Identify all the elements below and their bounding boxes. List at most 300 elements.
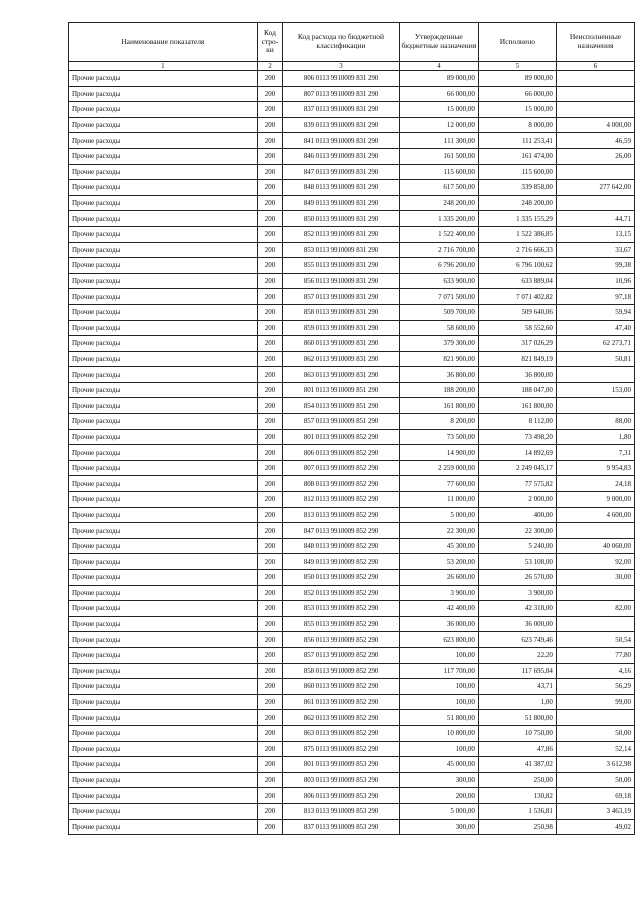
line-code-cell: 200 bbox=[257, 616, 283, 632]
executed-amount-cell: 2 249 045,17 bbox=[478, 460, 556, 476]
indicator-name-cell: Прочие расходы bbox=[69, 710, 258, 726]
approved-amount-cell: 11 000,00 bbox=[399, 492, 478, 508]
executed-amount-cell: 821 849,19 bbox=[478, 351, 556, 367]
unexecuted-amount-cell: 52,14 bbox=[556, 741, 634, 757]
table-row bbox=[69, 180, 635, 196]
line-code-cell: 200 bbox=[257, 445, 283, 461]
line-code-cell: 200 bbox=[257, 694, 283, 710]
line-code-cell: 200 bbox=[257, 242, 283, 258]
approved-amount-cell: 45 000,00 bbox=[399, 757, 478, 773]
executed-amount-cell: 188 047,00 bbox=[478, 382, 556, 398]
indicator-name-cell: Прочие расходы bbox=[69, 647, 258, 663]
expense-code-cell: 806 0113 9910009 852 290 bbox=[283, 445, 399, 461]
expense-code-cell: 857 0113 9910009 851 290 bbox=[283, 414, 399, 430]
unexecuted-amount-cell: 46,59 bbox=[556, 133, 634, 149]
indicator-name-cell: Прочие расходы bbox=[69, 195, 258, 211]
table-row bbox=[69, 117, 635, 133]
indicator-name-cell: Прочие расходы bbox=[69, 367, 258, 383]
table-row bbox=[69, 507, 635, 523]
approved-amount-cell: 14 900,00 bbox=[399, 445, 478, 461]
line-code-cell: 200 bbox=[257, 289, 283, 305]
approved-amount-cell: 66 000,00 bbox=[399, 86, 478, 102]
expense-code-cell: 847 0113 9910009 831 290 bbox=[283, 164, 399, 180]
expense-code-cell: 806 0113 9910009 831 290 bbox=[283, 71, 399, 87]
expense-code-cell: 801 0113 9910009 853 290 bbox=[283, 757, 399, 773]
table-row bbox=[69, 164, 635, 180]
unexecuted-amount-cell: 97,18 bbox=[556, 289, 634, 305]
executed-amount-cell: 2 716 666,33 bbox=[478, 242, 556, 258]
approved-amount-cell: 12 000,00 bbox=[399, 117, 478, 133]
executed-amount-cell: 77 575,82 bbox=[478, 476, 556, 492]
expense-code-cell: 837 0113 9910009 853 290 bbox=[283, 819, 399, 835]
line-code-cell: 200 bbox=[257, 351, 283, 367]
budget-report-page bbox=[68, 22, 635, 835]
approved-amount-cell: 7 071 500,00 bbox=[399, 289, 478, 305]
expense-code-cell: 852 0113 9910009 852 290 bbox=[283, 585, 399, 601]
expense-code-cell: 808 0113 9910009 852 290 bbox=[283, 476, 399, 492]
expense-code-cell: 855 0113 9910009 852 290 bbox=[283, 616, 399, 632]
indicator-name-cell: Прочие расходы bbox=[69, 320, 258, 336]
line-code-cell: 200 bbox=[257, 570, 283, 586]
line-code-cell: 200 bbox=[257, 476, 283, 492]
unexecuted-amount-cell: 50,00 bbox=[556, 725, 634, 741]
expense-code-cell: 854 0113 9910009 851 290 bbox=[283, 398, 399, 414]
expense-code-cell: 801 0113 9910009 852 290 bbox=[283, 429, 399, 445]
unexecuted-amount-cell: 3 463,19 bbox=[556, 803, 634, 819]
table-row bbox=[69, 772, 635, 788]
expense-code-cell: 852 0113 9910009 831 290 bbox=[283, 226, 399, 242]
unexecuted-amount-cell bbox=[556, 164, 634, 180]
indicator-name-cell: Прочие расходы bbox=[69, 351, 258, 367]
approved-amount-cell: 45 300,00 bbox=[399, 538, 478, 554]
expense-code-cell: 803 0113 9910009 853 290 bbox=[283, 772, 399, 788]
unexecuted-amount-cell: 4 000,00 bbox=[556, 117, 634, 133]
unexecuted-amount-cell: 99,00 bbox=[556, 694, 634, 710]
approved-amount-cell: 15 000,00 bbox=[399, 102, 478, 118]
column-number: 5 bbox=[478, 62, 556, 71]
expense-code-cell: 812 0113 9910009 852 290 bbox=[283, 492, 399, 508]
approved-amount-cell: 73 500,00 bbox=[399, 429, 478, 445]
table-row bbox=[69, 538, 635, 554]
unexecuted-amount-cell: 56,29 bbox=[556, 679, 634, 695]
executed-amount-cell: 117 695,84 bbox=[478, 663, 556, 679]
line-code-cell: 200 bbox=[257, 803, 283, 819]
executed-amount-cell: 58 552,60 bbox=[478, 320, 556, 336]
indicator-name-cell: Прочие расходы bbox=[69, 492, 258, 508]
table-row bbox=[69, 663, 635, 679]
executed-amount-cell: 22 300,00 bbox=[478, 523, 556, 539]
expense-code-cell: 853 0113 9910009 852 290 bbox=[283, 601, 399, 617]
approved-amount-cell: 117 700,00 bbox=[399, 663, 478, 679]
executed-amount-cell: 41 387,02 bbox=[478, 757, 556, 773]
line-code-cell: 200 bbox=[257, 725, 283, 741]
approved-amount-cell: 379 300,00 bbox=[399, 336, 478, 352]
line-code-cell: 200 bbox=[257, 601, 283, 617]
approved-amount-cell: 58 600,00 bbox=[399, 320, 478, 336]
unexecuted-amount-cell bbox=[556, 367, 634, 383]
line-code-cell: 200 bbox=[257, 273, 283, 289]
line-code-cell: 200 bbox=[257, 304, 283, 320]
indicator-name-cell: Прочие расходы bbox=[69, 180, 258, 196]
indicator-name-cell: Прочие расходы bbox=[69, 117, 258, 133]
line-code-cell: 200 bbox=[257, 538, 283, 554]
expense-code-cell: 807 0113 9910009 852 290 bbox=[283, 460, 399, 476]
indicator-name-cell: Прочие расходы bbox=[69, 538, 258, 554]
line-code-cell: 200 bbox=[257, 226, 283, 242]
executed-amount-cell: 1 536,81 bbox=[478, 803, 556, 819]
line-code-cell: 200 bbox=[257, 164, 283, 180]
executed-amount-cell: 339 858,00 bbox=[478, 180, 556, 196]
executed-amount-cell: 51 800,00 bbox=[478, 710, 556, 726]
line-code-cell: 200 bbox=[257, 148, 283, 164]
table-row bbox=[69, 632, 635, 648]
line-code-cell: 200 bbox=[257, 492, 283, 508]
line-code-cell: 200 bbox=[257, 710, 283, 726]
header-expense-code: Код расхода по бюджетной классификации bbox=[283, 23, 399, 62]
unexecuted-amount-cell: 50,81 bbox=[556, 351, 634, 367]
unexecuted-amount-cell: 9 000,00 bbox=[556, 492, 634, 508]
line-code-cell: 200 bbox=[257, 398, 283, 414]
unexecuted-amount-cell: 153,00 bbox=[556, 382, 634, 398]
table-row bbox=[69, 679, 635, 695]
approved-amount-cell: 100,00 bbox=[399, 679, 478, 695]
line-code-cell: 200 bbox=[257, 429, 283, 445]
expense-code-cell: 859 0113 9910009 831 290 bbox=[283, 320, 399, 336]
approved-amount-cell: 2 716 700,00 bbox=[399, 242, 478, 258]
unexecuted-amount-cell bbox=[556, 585, 634, 601]
table-row bbox=[69, 304, 635, 320]
line-code-cell: 200 bbox=[257, 86, 283, 102]
unexecuted-amount-cell: 44,71 bbox=[556, 211, 634, 227]
unexecuted-amount-cell bbox=[556, 71, 634, 87]
approved-amount-cell: 248 200,00 bbox=[399, 195, 478, 211]
indicator-name-cell: Прочие расходы bbox=[69, 86, 258, 102]
table-row bbox=[69, 195, 635, 211]
unexecuted-amount-cell: 40 060,00 bbox=[556, 538, 634, 554]
expense-code-cell: 863 0113 9910009 831 290 bbox=[283, 367, 399, 383]
unexecuted-amount-cell: 47,40 bbox=[556, 320, 634, 336]
table-row bbox=[69, 710, 635, 726]
table-row bbox=[69, 647, 635, 663]
table-row bbox=[69, 601, 635, 617]
indicator-name-cell: Прочие расходы bbox=[69, 71, 258, 87]
unexecuted-amount-cell: 82,00 bbox=[556, 601, 634, 617]
table-body bbox=[69, 71, 635, 835]
executed-amount-cell: 130,82 bbox=[478, 788, 556, 804]
approved-amount-cell: 5 000,00 bbox=[399, 507, 478, 523]
header-approved: Утвержденные бюджетные назначения bbox=[399, 23, 478, 62]
indicator-name-cell: Прочие расходы bbox=[69, 663, 258, 679]
column-number: 2 bbox=[257, 62, 283, 71]
unexecuted-amount-cell: 33,67 bbox=[556, 242, 634, 258]
executed-amount-cell: 14 892,69 bbox=[478, 445, 556, 461]
executed-amount-cell: 8 112,00 bbox=[478, 414, 556, 430]
executed-amount-cell: 89 000,00 bbox=[478, 71, 556, 87]
table-row bbox=[69, 460, 635, 476]
expense-code-cell: 848 0113 9910009 852 290 bbox=[283, 538, 399, 554]
expense-code-cell: 856 0113 9910009 831 290 bbox=[283, 273, 399, 289]
approved-amount-cell: 1 522 400,00 bbox=[399, 226, 478, 242]
executed-amount-cell: 509 640,06 bbox=[478, 304, 556, 320]
approved-amount-cell: 633 900,00 bbox=[399, 273, 478, 289]
indicator-name-cell: Прочие расходы bbox=[69, 336, 258, 352]
executed-amount-cell: 248 200,00 bbox=[478, 195, 556, 211]
executed-amount-cell: 161 800,00 bbox=[478, 398, 556, 414]
column-number: 1 bbox=[69, 62, 258, 71]
indicator-name-cell: Прочие расходы bbox=[69, 460, 258, 476]
executed-amount-cell: 22,20 bbox=[478, 647, 556, 663]
indicator-name-cell: Прочие расходы bbox=[69, 226, 258, 242]
executed-amount-cell: 111 253,41 bbox=[478, 133, 556, 149]
approved-amount-cell: 53 200,00 bbox=[399, 554, 478, 570]
expense-code-cell: 861 0113 9910009 852 290 bbox=[283, 694, 399, 710]
unexecuted-amount-cell: 26,00 bbox=[556, 148, 634, 164]
executed-amount-cell: 26 570,00 bbox=[478, 570, 556, 586]
line-code-cell: 200 bbox=[257, 663, 283, 679]
unexecuted-amount-cell: 10,96 bbox=[556, 273, 634, 289]
unexecuted-amount-cell: 69,18 bbox=[556, 788, 634, 804]
header-indicator-name: Наименование показателя bbox=[69, 23, 258, 62]
executed-amount-cell: 73 498,20 bbox=[478, 429, 556, 445]
table-row bbox=[69, 725, 635, 741]
approved-amount-cell: 200,00 bbox=[399, 788, 478, 804]
executed-amount-cell: 3 900,00 bbox=[478, 585, 556, 601]
approved-amount-cell: 77 600,00 bbox=[399, 476, 478, 492]
expense-code-cell: 857 0113 9910009 852 290 bbox=[283, 647, 399, 663]
indicator-name-cell: Прочие расходы bbox=[69, 148, 258, 164]
executed-amount-cell: 6 796 100,62 bbox=[478, 258, 556, 274]
indicator-name-cell: Прочие расходы bbox=[69, 289, 258, 305]
executed-amount-cell: 36 000,00 bbox=[478, 616, 556, 632]
line-code-cell: 200 bbox=[257, 741, 283, 757]
indicator-name-cell: Прочие расходы bbox=[69, 414, 258, 430]
unexecuted-amount-cell: 88,00 bbox=[556, 414, 634, 430]
column-number-row bbox=[69, 62, 635, 71]
indicator-name-cell: Прочие расходы bbox=[69, 242, 258, 258]
column-number: 4 bbox=[399, 62, 478, 71]
expense-code-cell: 849 0113 9910009 831 290 bbox=[283, 195, 399, 211]
line-code-cell: 200 bbox=[257, 258, 283, 274]
unexecuted-amount-cell bbox=[556, 195, 634, 211]
approved-amount-cell: 161 500,00 bbox=[399, 148, 478, 164]
approved-amount-cell: 509 700,00 bbox=[399, 304, 478, 320]
indicator-name-cell: Прочие расходы bbox=[69, 398, 258, 414]
indicator-name-cell: Прочие расходы bbox=[69, 679, 258, 695]
approved-amount-cell: 100,00 bbox=[399, 647, 478, 663]
table-row bbox=[69, 554, 635, 570]
expense-code-cell: 860 0113 9910009 831 290 bbox=[283, 336, 399, 352]
expense-code-cell: 848 0113 9910009 831 290 bbox=[283, 180, 399, 196]
unexecuted-amount-cell: 99,38 bbox=[556, 258, 634, 274]
table-row bbox=[69, 819, 635, 835]
line-code-cell: 200 bbox=[257, 382, 283, 398]
table-row bbox=[69, 133, 635, 149]
indicator-name-cell: Прочие расходы bbox=[69, 819, 258, 835]
expense-code-cell: 813 0113 9910009 853 290 bbox=[283, 803, 399, 819]
indicator-name-cell: Прочие расходы bbox=[69, 616, 258, 632]
indicator-name-cell: Прочие расходы bbox=[69, 507, 258, 523]
unexecuted-amount-cell: 277 642,00 bbox=[556, 180, 634, 196]
approved-amount-cell: 1 335 200,00 bbox=[399, 211, 478, 227]
table-row bbox=[69, 492, 635, 508]
unexecuted-amount-cell: 7,31 bbox=[556, 445, 634, 461]
expense-code-cell: 863 0113 9910009 852 290 bbox=[283, 725, 399, 741]
unexecuted-amount-cell bbox=[556, 523, 634, 539]
table-row bbox=[69, 226, 635, 242]
executed-amount-cell: 633 889,04 bbox=[478, 273, 556, 289]
executed-amount-cell: 161 474,00 bbox=[478, 148, 556, 164]
approved-amount-cell: 89 000,00 bbox=[399, 71, 478, 87]
approved-amount-cell: 111 300,00 bbox=[399, 133, 478, 149]
line-code-cell: 200 bbox=[257, 772, 283, 788]
executed-amount-cell: 42 318,00 bbox=[478, 601, 556, 617]
expense-code-cell: 849 0113 9910009 852 290 bbox=[283, 554, 399, 570]
approved-amount-cell: 36 000,00 bbox=[399, 616, 478, 632]
unexecuted-amount-cell bbox=[556, 398, 634, 414]
unexecuted-amount-cell: 1,80 bbox=[556, 429, 634, 445]
unexecuted-amount-cell: 77,80 bbox=[556, 647, 634, 663]
expense-code-cell: 807 0113 9910009 831 290 bbox=[283, 86, 399, 102]
table-row bbox=[69, 351, 635, 367]
approved-amount-cell: 8 200,00 bbox=[399, 414, 478, 430]
executed-amount-cell: 47,86 bbox=[478, 741, 556, 757]
indicator-name-cell: Прочие расходы bbox=[69, 523, 258, 539]
table-row bbox=[69, 476, 635, 492]
indicator-name-cell: Прочие расходы bbox=[69, 382, 258, 398]
indicator-name-cell: Прочие расходы bbox=[69, 803, 258, 819]
approved-amount-cell: 617 500,00 bbox=[399, 180, 478, 196]
expense-code-cell: 850 0113 9910009 831 290 bbox=[283, 211, 399, 227]
indicator-name-cell: Прочие расходы bbox=[69, 164, 258, 180]
approved-amount-cell: 115 600,00 bbox=[399, 164, 478, 180]
indicator-name-cell: Прочие расходы bbox=[69, 725, 258, 741]
executed-amount-cell: 43,71 bbox=[478, 679, 556, 695]
approved-amount-cell: 51 800,00 bbox=[399, 710, 478, 726]
executed-amount-cell: 250,98 bbox=[478, 819, 556, 835]
approved-amount-cell: 26 600,00 bbox=[399, 570, 478, 586]
table-row bbox=[69, 258, 635, 274]
executed-amount-cell: 8 000,00 bbox=[478, 117, 556, 133]
table-row bbox=[69, 273, 635, 289]
expense-code-cell: 846 0113 9910009 831 290 bbox=[283, 148, 399, 164]
expense-code-cell: 837 0113 9910009 831 290 bbox=[283, 102, 399, 118]
unexecuted-amount-cell: 9 954,83 bbox=[556, 460, 634, 476]
line-code-cell: 200 bbox=[257, 211, 283, 227]
table-row bbox=[69, 289, 635, 305]
expense-code-cell: 856 0113 9910009 852 290 bbox=[283, 632, 399, 648]
table-row bbox=[69, 71, 635, 87]
table-row bbox=[69, 382, 635, 398]
expense-code-cell: 862 0113 9910009 831 290 bbox=[283, 351, 399, 367]
table-row bbox=[69, 757, 635, 773]
executed-amount-cell: 1 522 386,85 bbox=[478, 226, 556, 242]
unexecuted-amount-cell: 30,00 bbox=[556, 570, 634, 586]
approved-amount-cell: 36 800,00 bbox=[399, 367, 478, 383]
indicator-name-cell: Прочие расходы bbox=[69, 585, 258, 601]
line-code-cell: 200 bbox=[257, 679, 283, 695]
unexecuted-amount-cell bbox=[556, 710, 634, 726]
line-code-cell: 200 bbox=[257, 71, 283, 87]
column-number: 6 bbox=[556, 62, 634, 71]
header-line-code: Код стро-ки bbox=[257, 23, 283, 62]
unexecuted-amount-cell: 24,18 bbox=[556, 476, 634, 492]
approved-amount-cell: 821 900,00 bbox=[399, 351, 478, 367]
indicator-name-cell: Прочие расходы bbox=[69, 554, 258, 570]
line-code-cell: 200 bbox=[257, 757, 283, 773]
approved-amount-cell: 100,00 bbox=[399, 741, 478, 757]
line-code-cell: 200 bbox=[257, 554, 283, 570]
expense-code-cell: 853 0113 9910009 831 290 bbox=[283, 242, 399, 258]
line-code-cell: 200 bbox=[257, 647, 283, 663]
table-row bbox=[69, 367, 635, 383]
executed-amount-cell: 53 108,00 bbox=[478, 554, 556, 570]
unexecuted-amount-cell: 4 600,00 bbox=[556, 507, 634, 523]
expense-code-cell: 875 0113 9910009 852 290 bbox=[283, 741, 399, 757]
unexecuted-amount-cell: 4,16 bbox=[556, 663, 634, 679]
table-row bbox=[69, 741, 635, 757]
unexecuted-amount-cell: 92,00 bbox=[556, 554, 634, 570]
expense-code-cell: 813 0113 9910009 852 290 bbox=[283, 507, 399, 523]
table-row bbox=[69, 414, 635, 430]
executed-amount-cell: 317 026,29 bbox=[478, 336, 556, 352]
approved-amount-cell: 22 300,00 bbox=[399, 523, 478, 539]
expense-code-cell: 858 0113 9910009 852 290 bbox=[283, 663, 399, 679]
executed-amount-cell: 36 800,00 bbox=[478, 367, 556, 383]
line-code-cell: 200 bbox=[257, 336, 283, 352]
unexecuted-amount-cell: 50,54 bbox=[556, 632, 634, 648]
table-row bbox=[69, 523, 635, 539]
approved-amount-cell: 10 800,00 bbox=[399, 725, 478, 741]
expense-code-cell: 858 0113 9910009 831 290 bbox=[283, 304, 399, 320]
approved-amount-cell: 42 400,00 bbox=[399, 601, 478, 617]
executed-amount-cell: 10 750,00 bbox=[478, 725, 556, 741]
approved-amount-cell: 300,00 bbox=[399, 772, 478, 788]
indicator-name-cell: Прочие расходы bbox=[69, 304, 258, 320]
executed-amount-cell: 5 240,00 bbox=[478, 538, 556, 554]
table-row bbox=[69, 211, 635, 227]
indicator-name-cell: Прочие расходы bbox=[69, 570, 258, 586]
expense-code-cell: 847 0113 9910009 852 290 bbox=[283, 523, 399, 539]
indicator-name-cell: Прочие расходы bbox=[69, 757, 258, 773]
indicator-name-cell: Прочие расходы bbox=[69, 133, 258, 149]
indicator-name-cell: Прочие расходы bbox=[69, 258, 258, 274]
header-unexecuted: Неисполненные назначения bbox=[556, 23, 634, 62]
table-row bbox=[69, 445, 635, 461]
expense-code-cell: 855 0113 9910009 831 290 bbox=[283, 258, 399, 274]
executed-amount-cell: 115 600,00 bbox=[478, 164, 556, 180]
expense-code-cell: 801 0113 9910009 851 290 bbox=[283, 382, 399, 398]
line-code-cell: 200 bbox=[257, 414, 283, 430]
line-code-cell: 200 bbox=[257, 507, 283, 523]
table-row bbox=[69, 320, 635, 336]
approved-amount-cell: 161 800,00 bbox=[399, 398, 478, 414]
table-row bbox=[69, 86, 635, 102]
line-code-cell: 200 bbox=[257, 585, 283, 601]
indicator-name-cell: Прочие расходы bbox=[69, 211, 258, 227]
table-row bbox=[69, 585, 635, 601]
unexecuted-amount-cell bbox=[556, 102, 634, 118]
line-code-cell: 200 bbox=[257, 367, 283, 383]
indicator-name-cell: Прочие расходы bbox=[69, 102, 258, 118]
executed-amount-cell: 66 000,00 bbox=[478, 86, 556, 102]
header-executed: Исполнено bbox=[478, 23, 556, 62]
executed-amount-cell: 623 749,46 bbox=[478, 632, 556, 648]
table-row bbox=[69, 694, 635, 710]
indicator-name-cell: Прочие расходы bbox=[69, 429, 258, 445]
column-number: 3 bbox=[283, 62, 399, 71]
indicator-name-cell: Прочие расходы bbox=[69, 476, 258, 492]
table-row bbox=[69, 148, 635, 164]
